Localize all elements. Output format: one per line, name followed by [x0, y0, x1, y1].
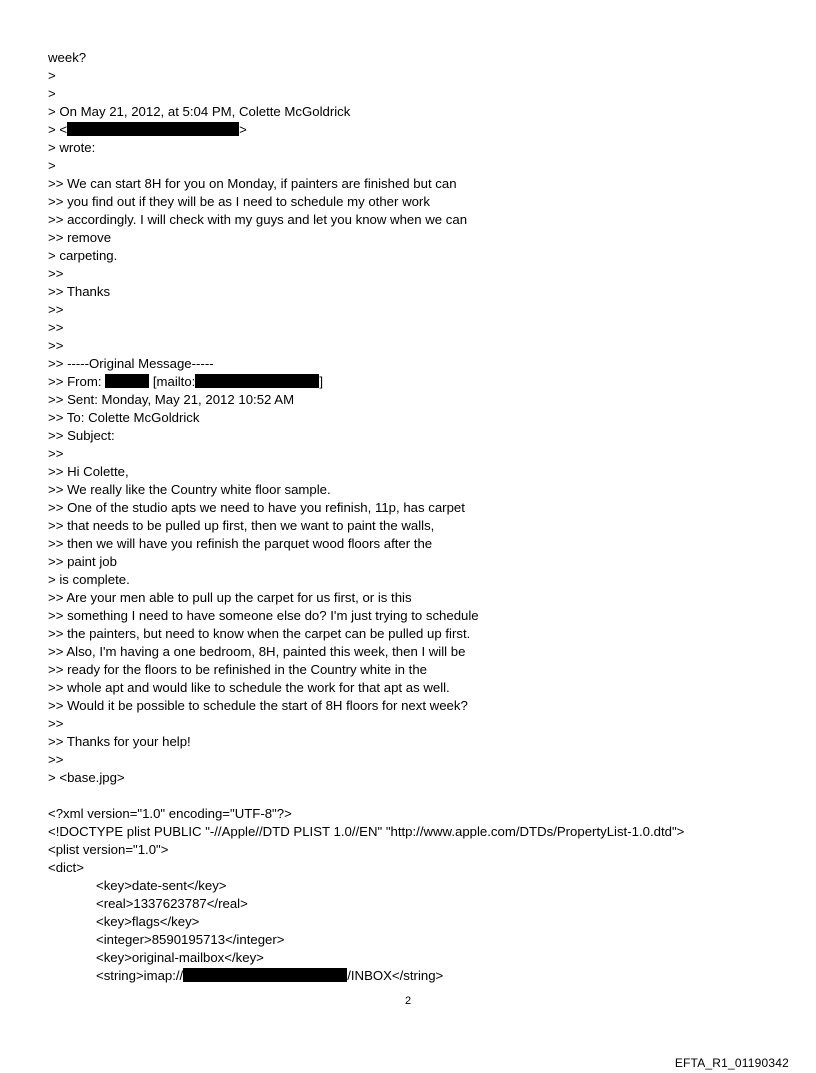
text-line: > carpeting.	[48, 248, 118, 263]
text: > <	[48, 122, 68, 137]
text-line: >>	[48, 320, 64, 335]
text-line: >	[48, 86, 56, 101]
text-line: >> something I need to have someone else do? I'm just trying to schedule	[48, 608, 479, 623]
text-line-from	[48, 373, 323, 391]
text-line: >> remove	[48, 230, 112, 245]
document-id: EFTA_R1_01190342	[674, 1056, 789, 1070]
text-line: >>	[48, 302, 64, 317]
text-line: <?xml version="1.0" encoding="UTF-8"?>	[48, 806, 292, 821]
text-line: >>	[48, 752, 64, 767]
text: [mailto:	[152, 374, 196, 389]
text-line: <key>flags</key>	[96, 914, 200, 929]
text: <string>imap://	[96, 968, 184, 983]
text-line: >> accordingly. I will check with my guys and let you know when we can	[48, 212, 468, 227]
text-line: >> Hi Colette,	[48, 464, 129, 479]
text-line: >>	[48, 266, 64, 281]
redaction-block	[195, 374, 319, 388]
text: /INBOX</string>	[347, 968, 444, 983]
text-line: >> the painters, but need to know when the carpet can be pulled up first.	[48, 626, 471, 641]
text-line: >> Would it be possible to schedule the start of 8H floors for next week?	[48, 698, 468, 713]
text-line: <plist version="1.0">	[48, 842, 169, 857]
text-line: >> whole apt and would like to schedule the work for that apt as well.	[48, 680, 450, 695]
text-line: >	[48, 68, 56, 83]
text-line: <integer>8590195713</integer>	[96, 932, 285, 947]
text-line: >> Thanks	[48, 284, 111, 299]
page-number: 2	[404, 995, 412, 1007]
text-line-email	[48, 121, 247, 139]
text-line: >> One of the studio apts we need to have you refinish, 11p, has carpet	[48, 500, 465, 515]
text: >> From:	[48, 374, 102, 389]
text-line: >>	[48, 338, 64, 353]
redaction-block	[105, 374, 149, 388]
text-line: >> Also, I'm having a one bedroom, 8H, painted this week, then I will be	[48, 644, 466, 659]
text-line: <dict>	[48, 860, 84, 875]
text-line: <key>original-mailbox</key>	[96, 950, 264, 965]
text-line: >> Sent: Monday, May 21, 2012 10:52 AM	[48, 392, 295, 407]
text-line: >> you find out if they will be as I need to schedule my other work	[48, 194, 430, 209]
text-line: >> We really like the Country white floor sample.	[48, 482, 331, 497]
text-line: >> ready for the floors to be refinished in the Country white in the	[48, 662, 427, 677]
text-line: >> Thanks for your help!	[48, 734, 191, 749]
text-line: <key>date-sent</key>	[96, 878, 227, 893]
text-line: > wrote:	[48, 140, 96, 155]
text-line: >>	[48, 716, 64, 731]
text-line: <!DOCTYPE plist PUBLIC "-//Apple//DTD PLIST 1.0//EN" "http://www.apple.com/DTDs/PropertyList-1.0.dtd">	[48, 824, 685, 839]
text-line: >> Are your men able to pull up the carpet for us first, or is this	[48, 590, 412, 605]
text-line-imap	[96, 967, 443, 985]
redaction-block	[67, 122, 239, 136]
text-line: > On May 21, 2012, at 5:04 PM, Colette McGoldrick	[48, 104, 351, 119]
text: ]	[319, 374, 324, 389]
text: >	[239, 122, 247, 137]
text-line: >> We can start 8H for you on Monday, if painters are finished but can	[48, 176, 457, 191]
text-line: > <base.jpg>	[48, 770, 125, 785]
text-line: >> then we will have you refinish the parquet wood floors after the	[48, 536, 433, 551]
redaction-block	[183, 968, 347, 982]
text-line: > is complete.	[48, 572, 130, 587]
text-line: >> -----Original Message-----	[48, 356, 214, 371]
text-line: week?	[48, 50, 87, 65]
text-line: >> that needs to be pulled up first, then we want to paint the walls,	[48, 518, 435, 533]
text-line: >> To: Colette McGoldrick	[48, 410, 200, 425]
text-line: >>	[48, 446, 64, 461]
text-line: >	[48, 158, 56, 173]
text-line: <real>1337623787</real>	[96, 896, 248, 911]
text-line: >> paint job	[48, 554, 117, 569]
text-line: >> Subject:	[48, 428, 115, 443]
